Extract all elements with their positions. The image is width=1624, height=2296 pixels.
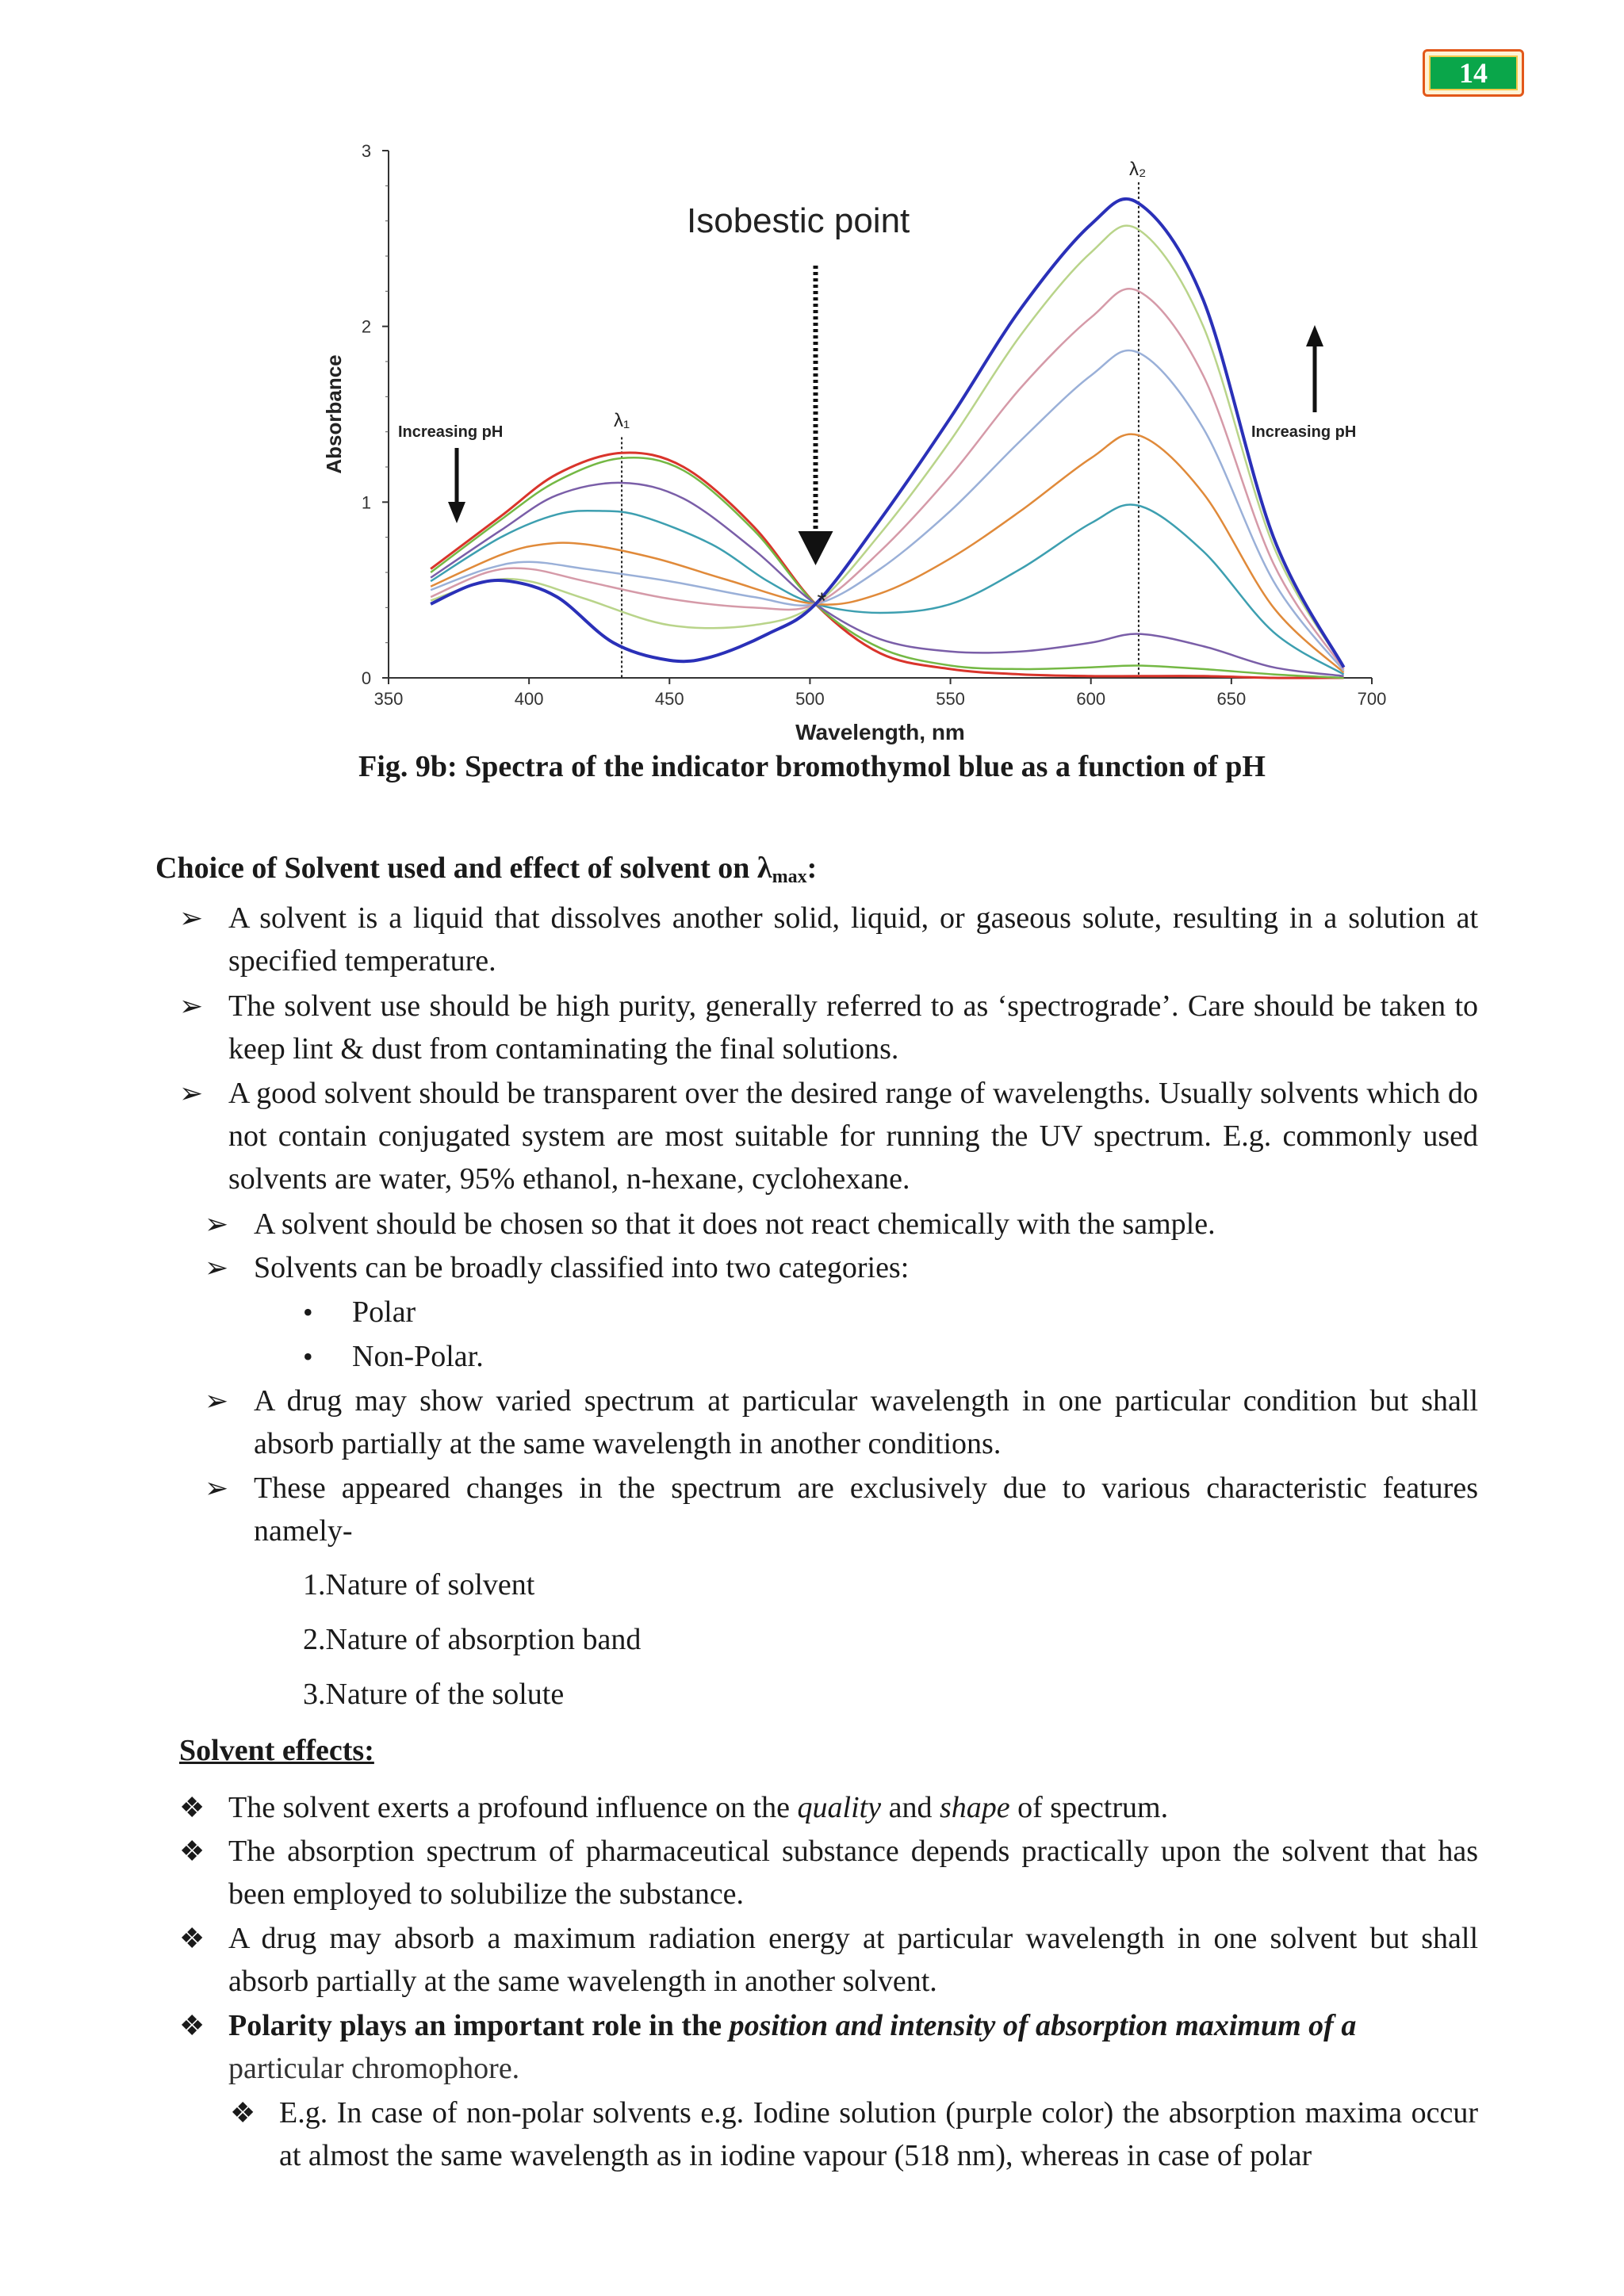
- effects-text: of spectrum.: [1009, 1791, 1169, 1824]
- feature-item: 1.Nature of solvent: [303, 1568, 535, 1601]
- chart-annotations: [398, 159, 1356, 614]
- y-axis-title: Absorbance: [322, 354, 346, 474]
- section-heading-solvent-effects: Solvent effects:: [179, 1734, 374, 1767]
- arrow-bullet-icon: ➢: [179, 1077, 204, 1109]
- polarity-italic-text: position and intensity of absorption maximum of a: [729, 2009, 1357, 2042]
- bullet-item: A good solvent should be transparent over the desired range of wavelengths. Usually solvents which do not contain conjugated system are most suitable for running the UV spectrum. E.g. commonly used solvents are water, 95% ethanol, n-hexane, cyclohexane.: [228, 1077, 1478, 1196]
- dot-bullet-icon: •: [303, 1341, 313, 1372]
- arrow-bullet-icon: ➢: [179, 990, 204, 1022]
- feature-item: 2.Nature of absorption band: [303, 1623, 642, 1656]
- diamond-bullet-icon: ❖: [179, 1792, 205, 1823]
- heading-text: Choice of Solvent used and effect of solvent on λ: [155, 851, 772, 885]
- right-up-arrow-head: [1306, 325, 1323, 346]
- effects-item: [228, 1786, 1478, 1829]
- polarity-tail: particular chromophore.: [228, 2052, 520, 2085]
- effects-item: The absorption spectrum of pharmaceutical substance depends practically upon the solvent that has been employed to solubilize the substance.: [228, 1835, 1478, 1911]
- x-tick-label: 550: [936, 689, 965, 709]
- x-tick-label: 350: [373, 689, 404, 709]
- effects-sub-item: E.g. In case of non-polar solvents e.g. Iodine solution (purple color) the absorption maxima occur at almost the same wavelength as in iodine vapour (518 nm), whereas in case of polar: [279, 2096, 1478, 2172]
- y-tick-label: 2: [361, 316, 372, 337]
- bullet-item: The solvent use should be high purity, generally referred to as ‘spectrograde’. Care should be taken to keep lint & dust from contaminating the final solutions.: [228, 989, 1478, 1066]
- lambda1-label: λ₁: [614, 410, 630, 432]
- page-number-badge: [1423, 49, 1524, 97]
- x-tick-label: 650: [1216, 689, 1247, 709]
- absorbance-spectrum-chart: [309, 131, 1404, 749]
- isobestic-label: Isobestic point: [687, 201, 910, 240]
- diamond-bullet-icon: ❖: [179, 1835, 205, 1867]
- increasing-ph-right-label: Increasing pH: [1251, 423, 1357, 441]
- isobestic-marker: *: [817, 587, 827, 614]
- polarity-text: Polarity plays an important role in the: [228, 2009, 730, 2042]
- x-tick-label: 450: [654, 689, 684, 709]
- chart-series: [431, 199, 1343, 678]
- sub-bullet-item: These appeared changes in the spectrum are exclusively due to various characteristic features namely-: [254, 1471, 1478, 1548]
- arrow-bullet-icon: ➢: [179, 902, 204, 934]
- figure-caption: Fig. 9b: Spectra of the indicator bromothymol blue as a function of pH: [358, 750, 1266, 783]
- category-item: Non-Polar.: [352, 1340, 484, 1373]
- y-tick-label: 0: [361, 668, 372, 688]
- diamond-bullet-icon: ❖: [230, 2097, 256, 2129]
- effects-text: The solvent exerts a profound influence on the: [228, 1791, 798, 1824]
- page-number: 14: [1429, 55, 1518, 90]
- x-tick-label: 600: [1076, 689, 1106, 709]
- sub-bullet-item: A drug may show varied spectrum at particular wavelength in one particular condition but shall absorb partially at the same wavelength in another conditions.: [254, 1384, 1478, 1460]
- section-heading-solvent-choice: [155, 847, 817, 890]
- sub-bullet-item: Solvents can be broadly classified into two categories:: [254, 1251, 910, 1284]
- sub-bullet-item: A solvent should be chosen so that it does not react chemically with the sample.: [254, 1207, 1216, 1241]
- effects-text: and: [881, 1791, 940, 1824]
- left-down-arrow-head: [448, 502, 465, 523]
- diamond-bullet-icon: ❖: [179, 2010, 205, 2042]
- increasing-ph-left-label: Increasing pH: [398, 423, 504, 441]
- x-tick-label: 400: [514, 689, 544, 709]
- category-item: Polar: [352, 1295, 416, 1329]
- bullet-item: A solvent is a liquid that dissolves another solid, liquid, or gaseous solute, resulting in a solution at specified temperature.: [228, 901, 1478, 978]
- effects-item: [228, 2004, 1478, 2090]
- arrow-bullet-icon: ➢: [205, 1472, 229, 1504]
- x-tick-label: 700: [1357, 689, 1387, 709]
- arrow-bullet-icon: ➢: [205, 1385, 229, 1417]
- heading-subscript: max: [772, 867, 807, 887]
- arrow-bullet-icon: ➢: [205, 1252, 229, 1284]
- y-tick-label: 1: [361, 492, 372, 513]
- lambda2-label: λ₂: [1128, 159, 1147, 181]
- isobestic-arrow-head: [799, 531, 833, 565]
- y-tick-label: 3: [361, 141, 372, 161]
- chart-svg: [309, 131, 1404, 749]
- effects-shape: shape: [939, 1791, 1010, 1824]
- effects-item: A drug may absorb a maximum radiation energy at particular wavelength in one solvent but shall absorb partially at the same wavelength in another solvent.: [228, 1922, 1478, 1998]
- diamond-bullet-icon: ❖: [179, 1923, 205, 1954]
- x-axis-title: Wavelength, nm: [795, 720, 965, 744]
- effects-quality: quality: [797, 1791, 882, 1824]
- spectrum-line-curve-yellowgreen: [431, 226, 1343, 668]
- spectrum-line-curve-teal: [431, 504, 1343, 674]
- feature-item: 3.Nature of the solute: [303, 1678, 565, 1711]
- arrow-bullet-icon: ➢: [205, 1208, 229, 1240]
- x-tick-label: 500: [795, 689, 825, 709]
- heading-tail: :: [806, 851, 818, 885]
- dot-bullet-icon: •: [303, 1296, 313, 1328]
